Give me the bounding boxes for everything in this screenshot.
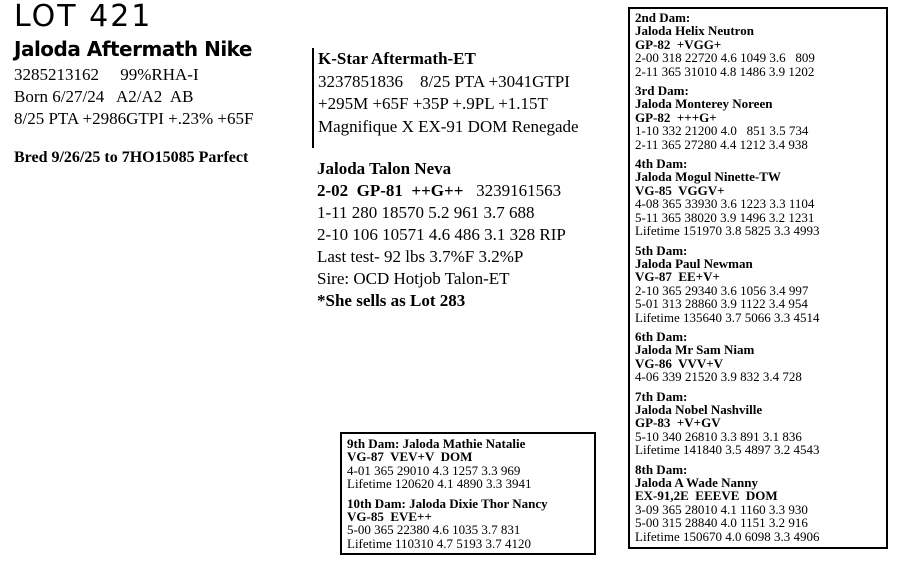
sire-line: +295M +65F +35P +.9PL +1.15T <box>318 94 548 113</box>
dam-entry-class: VG-86 VVV+V <box>635 355 724 371</box>
dam-entry <box>635 330 886 384</box>
dam-entry-record: 5-10 340 26810 3.3 891 3.1 836 <box>635 428 802 444</box>
dam-entry-record: 2-10 365 29340 3.6 1056 3.4 997 <box>635 282 809 298</box>
dam-generation-label: 8th Dam: <box>635 461 688 477</box>
dam-generation-label: 6th Dam: <box>635 328 688 344</box>
dam-class-bold: 2-02 GP-81 ++G++ <box>317 181 464 200</box>
dam-entry-record: Lifetime 151970 3.8 5825 3.3 4993 <box>635 223 820 239</box>
sire-block <box>312 48 579 148</box>
dam-sale-note: *She sells as Lot 283 <box>317 291 466 310</box>
dam-entry-class: VG-87 EE+V+ <box>635 269 720 285</box>
bred-info: Bred 9/26/25 to 7HO15085 Parfect <box>14 149 249 166</box>
dam-entry-record: 4-08 365 33930 3.6 1223 3.3 1104 <box>635 196 815 212</box>
dam-entry <box>635 157 886 237</box>
dam-entry-class: EX-91,2E EEEVE DOM <box>635 488 778 504</box>
pedigree-box-bottom <box>340 432 596 555</box>
animal-name: Jaloda Aftermath Nike <box>14 37 252 61</box>
dam-entry-header: 10th Dam: Jaloda Dixie Thor Nancy <box>347 495 548 511</box>
dam-entry <box>635 84 886 151</box>
dam-entry-record: 5-00 365 22380 4.6 1035 3.7 831 <box>347 522 521 538</box>
dam-entry-record: 2-11 365 27280 4.4 1212 3.4 938 <box>635 136 808 152</box>
dam-entry-record: Lifetime 120620 4.1 4890 3.3 3941 <box>347 476 532 492</box>
sire-line: Magnifique X EX-91 DOM Renegade <box>318 116 579 136</box>
sire-name: K-Star Aftermath-ET <box>318 49 476 68</box>
dam-entry-record: 5-01 313 28860 3.9 1122 3.4 954 <box>635 296 808 312</box>
dam-generation-label: 5th Dam: <box>635 242 688 258</box>
dam-entry <box>635 244 886 324</box>
dam-entry-class: GP-82 +VGG+ <box>635 36 722 52</box>
dam-reg-number: 3239161563 <box>463 181 562 200</box>
dam-entry-class: GP-82 +++G+ <box>635 109 717 125</box>
animal-details <box>14 64 253 130</box>
dam-entry-record: Lifetime 150670 4.0 6098 3.3 4906 <box>635 528 820 544</box>
dam-entry-name: Jaloda Mr Sam Niam <box>635 342 755 358</box>
dam-entry <box>635 11 886 78</box>
dam-entry-record: Lifetime 110310 4.7 5193 3.7 4120 <box>347 535 532 551</box>
dam-last-test: Last test- 92 lbs 3.7%F 3.2%P <box>317 247 524 266</box>
dam-entry-record: 2-11 365 31010 4.8 1486 3.9 1202 <box>635 63 815 79</box>
dam-entry <box>347 437 594 491</box>
dam-classification <box>317 180 566 202</box>
dam-entry-header: 9th Dam: Jaloda Mathie Natalie <box>347 436 526 451</box>
lot-number: LOT 421 <box>14 0 153 34</box>
dam-entry-record: 5-00 315 28840 4.0 1151 3.2 916 <box>635 515 808 531</box>
animal-pta-line: 8/25 PTA +2986GTPI +.23% +65F <box>14 109 254 128</box>
dam-entry-name: Jaloda Monterey Noreen <box>635 96 773 112</box>
dam-entry-class: GP-83 +V+GV <box>635 415 721 431</box>
dam-entry-record: 5-11 365 38020 3.9 1496 3.2 1231 <box>635 209 815 225</box>
dam-generation-label: 2nd Dam: <box>635 10 691 25</box>
dam-name: Jaloda Talon Neva <box>317 159 452 178</box>
dam-record: 2-10 106 10571 4.6 486 3.1 328 RIP <box>317 225 566 244</box>
dam-generation-label: 4th Dam: <box>635 156 688 172</box>
animal-born-line: Born 6/27/24 A2/A2 AB <box>14 87 194 106</box>
dam-entry-class: VG-85 EVE++ <box>347 509 432 525</box>
dam-entry-name: Jaloda Nobel Nashville <box>635 401 763 417</box>
dam-entry-record: 2-00 318 22720 4.6 1049 3.6 809 <box>635 50 815 66</box>
dam-entry-class: VG-85 VGGV+ <box>635 182 725 198</box>
dam-entry-name: Jaloda Mogul Ninette-TW <box>635 169 781 185</box>
dam-sire: Sire: OCD Hotjob Talon-ET <box>317 269 510 288</box>
dam-entry-record: 4-01 365 29010 4.3 1257 3.3 969 <box>347 462 521 478</box>
dam-entry-record: Lifetime 141840 3.5 4897 3.2 4543 <box>635 442 820 458</box>
dam-record: 1-11 280 18570 5.2 961 3.7 688 <box>317 203 535 222</box>
dam-entry-record: 1-10 332 21200 4.0 851 3.5 734 <box>635 123 809 139</box>
dam-entry-record: 3-09 365 28010 4.1 1160 3.3 930 <box>635 501 808 517</box>
pedigree-box-right <box>628 7 888 549</box>
dam-entry-name: Jaloda Helix Neutron <box>635 23 754 39</box>
dam-generation-label: 3rd Dam: <box>635 83 689 99</box>
animal-reg-line: 3285213162 99%RHA-I <box>14 65 199 84</box>
dam-entry-name: Jaloda Paul Newman <box>635 255 753 271</box>
dam-entry-name: Jaloda A Wade Nanny <box>635 475 758 490</box>
dam-entry-record: 4-06 339 21520 3.9 832 3.4 728 <box>635 369 802 385</box>
dam-block <box>317 158 566 312</box>
dam-entry <box>635 463 886 543</box>
dam-entry-class: VG-87 VEV+V DOM <box>347 449 473 465</box>
dam-generation-label: 7th Dam: <box>635 388 688 404</box>
dam-entry <box>635 390 886 457</box>
sire-line: 3237851836 8/25 PTA +3041GTPI <box>318 71 570 91</box>
dam-entry-record: Lifetime 135640 3.7 5066 3.3 4514 <box>635 309 820 325</box>
dam-entry <box>347 497 594 551</box>
